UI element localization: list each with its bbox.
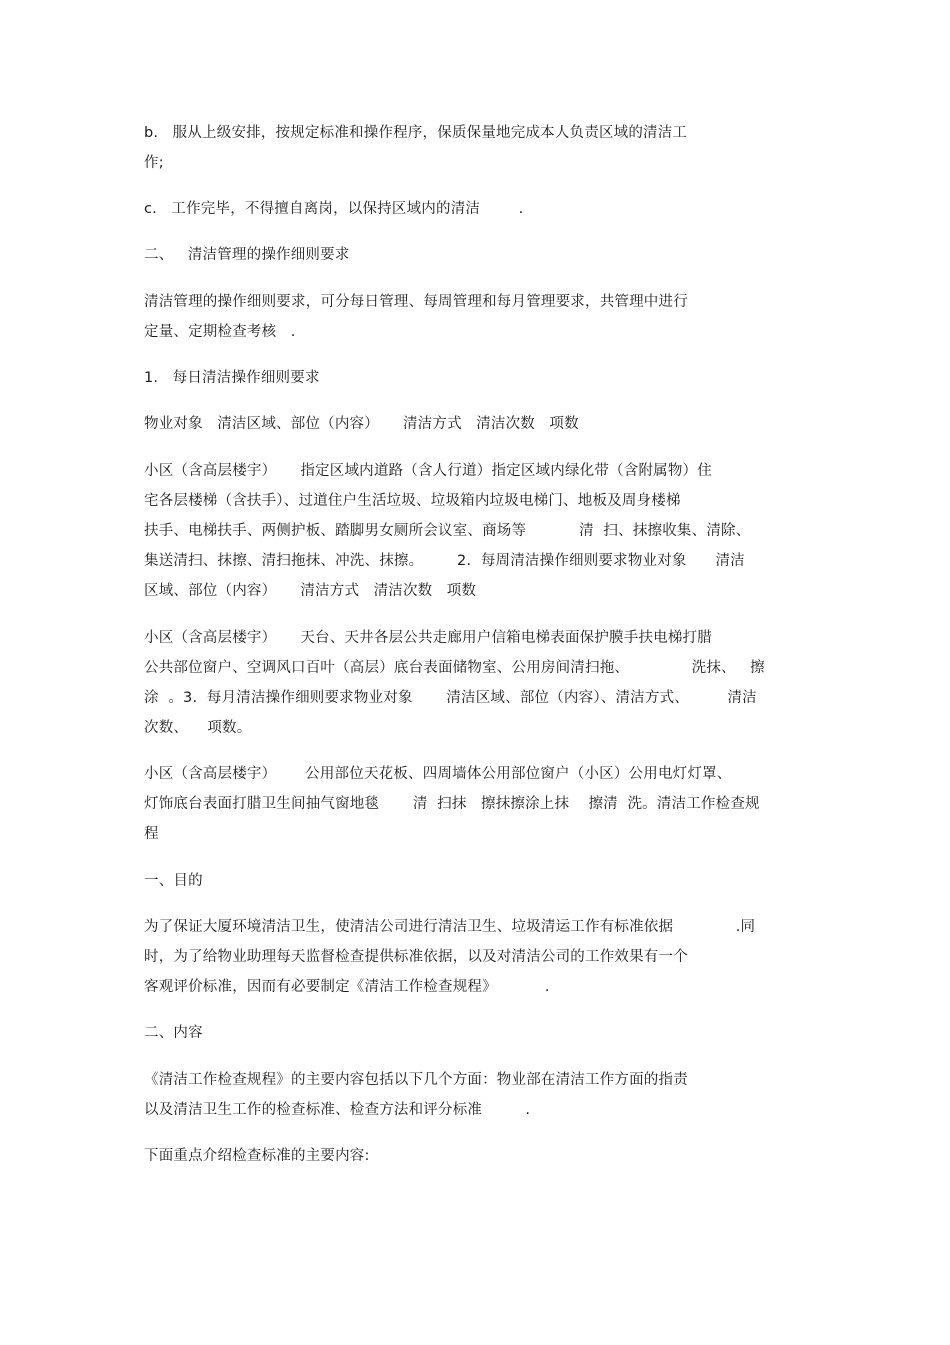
text-line: 次数、 项数。 — [144, 720, 252, 736]
subsection-heading: 1. 每日清洁操作细则要求 — [144, 370, 320, 386]
text-line: b. 服从上级安排，按规定标准和操作程序，保质保量地完成本人负责区域的清洁工 — [144, 125, 688, 141]
text-line: 小区（含高层楼宇） 公用部位天花板、四周墙体公用部位窗户（小区）公用电灯灯罩、 — [144, 766, 732, 782]
text-line: c. 工作完毕，不得擅自离岗，以保持区域内的清洁 . — [144, 201, 524, 217]
section-heading: 二、 清洁管理的操作细则要求 — [144, 247, 350, 263]
text-line: 公共部位窗户、空调风口百叶（高层）底台表面储物室、公用房间清扫拖、 洗抹、 擦 — [144, 660, 765, 676]
text-line: 宅各层楼梯（含扶手）、过道住户生活垃圾、垃圾箱内垃圾电梯门、地板及周身楼梯 — [144, 493, 681, 509]
text-line: 涂 。3. 每月清洁操作细则要求物业对象 清洁区域、部位（内容）、清洁方式、 清洁 — [144, 690, 757, 706]
text-line: 定量、定期检查考核 . — [144, 324, 296, 340]
section-heading: 二、内容 — [144, 1025, 203, 1041]
text-line: 程 — [144, 826, 159, 842]
text-line: 时，为了给物业助理每天监督检查提供标准依据，以及对清洁公司的工作效果有一个 — [144, 949, 688, 965]
text-line: 清洁管理的操作细则要求，可分每日管理、每周管理和每月管理要求，共管理中进行 — [144, 294, 688, 310]
text-line: 下面重点介绍检查标准的主要内容: — [144, 1148, 370, 1164]
text-line: 《清洁工作检查规程》的主要内容包括以下几个方面：物业部在清洁工作方面的指责 — [144, 1072, 688, 1088]
text-line: 以及清洁卫生工作的检查标准、检查方法和评分标准 . — [144, 1102, 531, 1118]
text-line: 作; — [144, 155, 164, 171]
text-line: 为了保证大厦环境清洁卫生，使清洁公司进行清洁卫生、垃圾清运工作有标准依据 .同 — [144, 919, 756, 935]
text-line: 集送清扫、抹擦、清扫拖抹、冲洗、抹擦。 2. 每周清洁操作细则要求物业对象 清洁 — [144, 553, 745, 569]
text-line: 区域、部位（内容） 清洁方式 清洁次数 项数 — [144, 583, 477, 599]
text-line: 客观评价标准，因而有必要制定《清洁工作检查规程》 . — [144, 979, 550, 995]
text-line: 小区（含高层楼宇） 指定区域内道路（含人行道）指定区域内绿化带（含附属物）住 — [144, 463, 712, 479]
text-line: 物业对象 清洁区域、部位（内容） 清洁方式 清洁次数 项数 — [144, 416, 579, 432]
text-line: 灯饰底台表面打腊卫生间抽气窗地毯 清 扫抹 擦抹擦涂上抹 擦清 洗。清洁工作检查规 — [144, 796, 760, 812]
text-line: 小区（含高层楼宇） 天台、天井各层公共走廊用户信箱电梯表面保护膜手扶电梯打腊 — [144, 630, 712, 646]
text-line: 扶手、电梯扶手、两侧护板、踏脚男女厕所会议室、商场等 清 扫、抹擦收集、清除、 — [144, 523, 751, 539]
section-heading: 一、目的 — [144, 873, 203, 889]
